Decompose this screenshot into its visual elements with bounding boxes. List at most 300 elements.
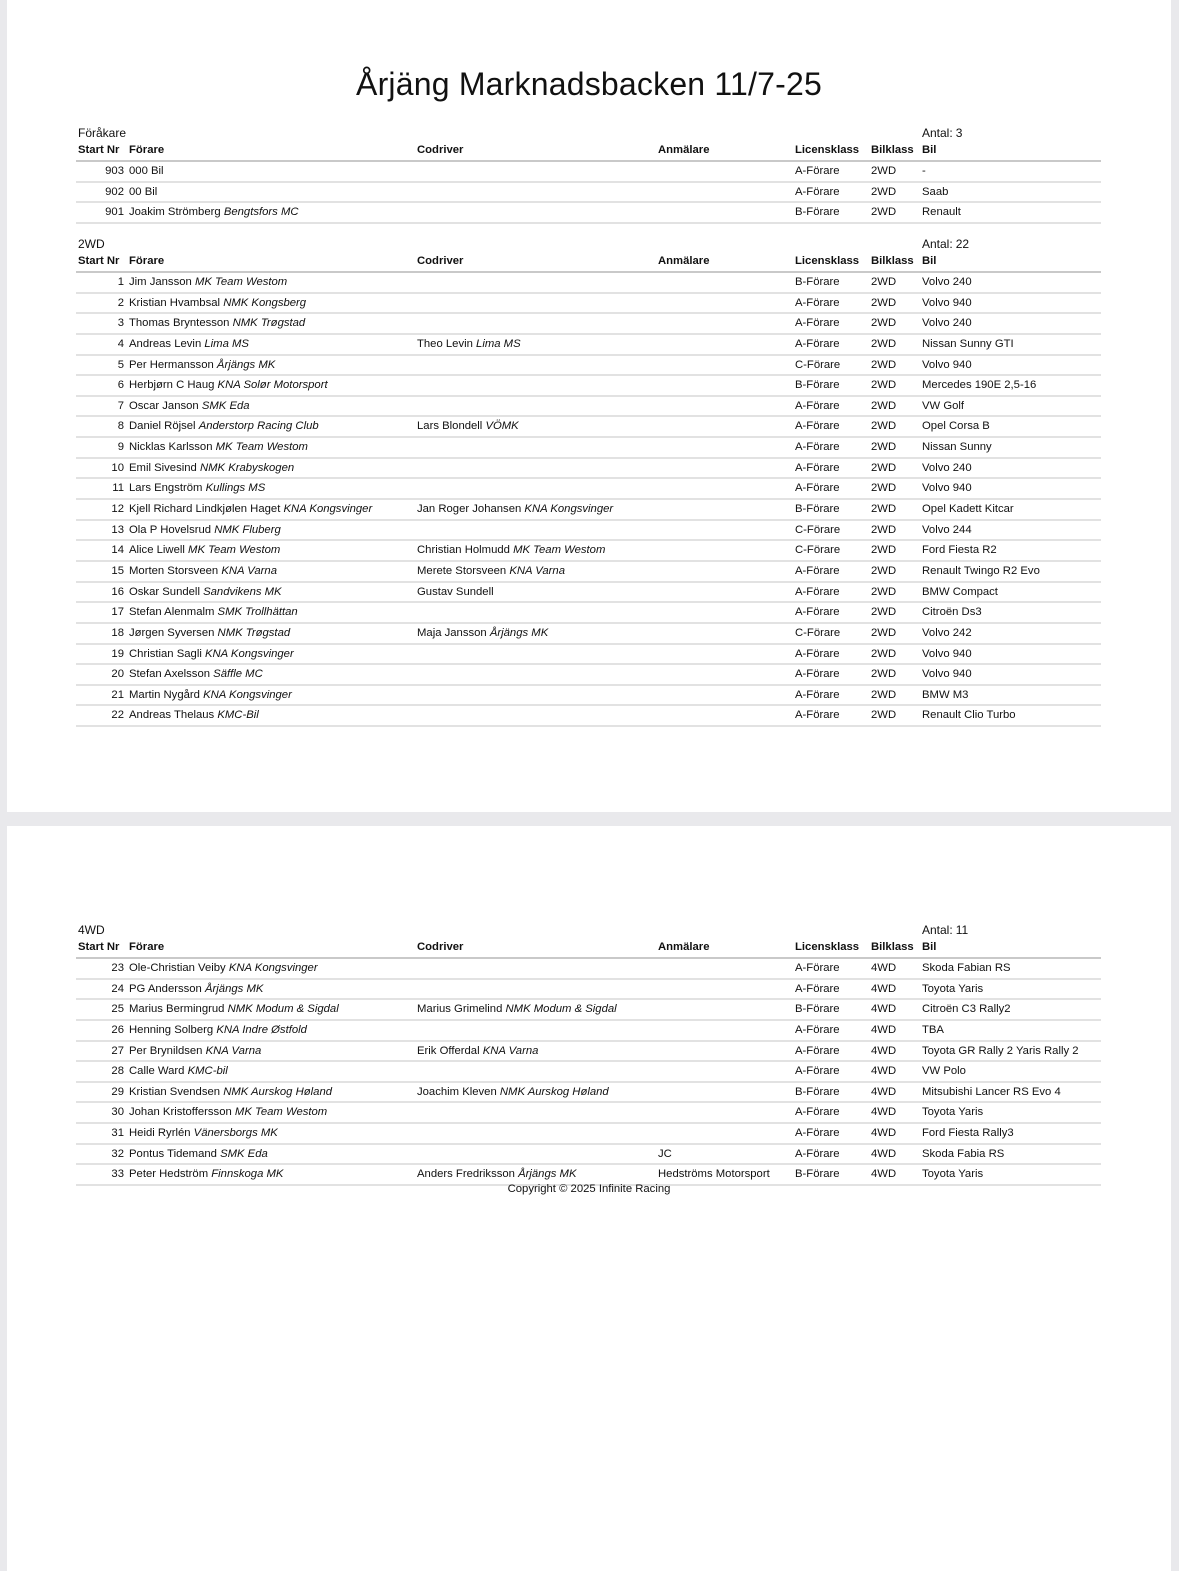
car-class: 2WD	[871, 523, 897, 536]
table-row	[76, 665, 1101, 686]
codriver-club: NMK Aurskog Høland	[499, 1085, 609, 1098]
driver-name: Kristian Hvambsal	[129, 296, 221, 309]
license-class: A-Förare	[795, 420, 840, 433]
driver-cell	[129, 565, 277, 577]
start-number: 32	[111, 1147, 124, 1160]
codriver-cell	[417, 544, 605, 556]
table-row	[76, 203, 1101, 224]
driver-club: KMC-bil	[187, 1065, 228, 1078]
table-row	[76, 1062, 1101, 1083]
license-class: B-Förare	[795, 1085, 840, 1098]
codriver-name: Theo Levin	[417, 337, 473, 350]
copyright-footer: Copyright © 2025 Infinite Racing	[507, 1183, 671, 1195]
driver-club: KNA Kongsvinger	[203, 688, 292, 701]
car-class: 2WD	[871, 337, 897, 350]
car-class: 2WD	[871, 606, 897, 619]
driver-cell	[129, 1065, 228, 1077]
driver-name: Herbjørn C Haug	[129, 379, 215, 392]
section-header	[76, 236, 1101, 254]
car-class: 2WD	[871, 276, 897, 288]
table-row	[76, 562, 1101, 583]
driver-cell	[129, 983, 263, 995]
codriver-name: Marius Grimelind	[417, 1003, 503, 1016]
driver-club: Kullings MS	[205, 482, 266, 495]
driver-club: Årjängs MK	[205, 982, 264, 995]
car-class: 4WD	[871, 1147, 897, 1160]
codriver-club: Årjängs MK	[518, 1168, 577, 1181]
driver-cell	[129, 1106, 327, 1118]
driver-cell	[129, 420, 319, 432]
car-class: 2WD	[871, 358, 897, 371]
driver-name: Stefan Axelsson	[129, 668, 211, 681]
car-class: 2WD	[871, 185, 897, 198]
document-page-2	[7, 826, 1171, 1571]
license-class: A-Förare	[795, 482, 840, 495]
car-model: Toyota Yaris	[922, 1168, 984, 1181]
driver-club: Sandvikens MK	[203, 585, 282, 598]
car-class: 2WD	[871, 668, 897, 681]
driver-name: Christian Sagli	[129, 647, 202, 660]
driver-name: Joakim Strömberg	[129, 206, 221, 219]
table-row	[76, 500, 1101, 521]
document-page-1	[7, 0, 1171, 812]
column-header-codriver: Codriver	[417, 941, 464, 953]
start-number: 16	[111, 585, 124, 598]
column-header-licensklass: Licensklass	[795, 144, 860, 156]
table-header-row	[76, 143, 1101, 162]
car-model: Volvo 940	[922, 358, 972, 371]
table-row	[76, 1083, 1101, 1104]
license-class: A-Förare	[795, 982, 840, 995]
car-class: 2WD	[871, 544, 897, 557]
driver-cell	[129, 962, 318, 974]
license-class: A-Förare	[795, 585, 840, 598]
start-number: 25	[111, 1003, 124, 1016]
column-header-anmalare: Anmälare	[658, 941, 710, 953]
codriver-name: Erik Offerdal	[417, 1044, 480, 1057]
column-header-start_nr: Start Nr	[78, 255, 120, 267]
car-class: 2WD	[871, 296, 897, 309]
car-model: VW Golf	[922, 399, 965, 412]
car-class: 2WD	[871, 461, 897, 474]
start-number: 26	[111, 1023, 124, 1036]
license-class: A-Förare	[795, 962, 840, 974]
car-class: 2WD	[871, 503, 897, 516]
driver-cell	[129, 689, 292, 701]
table-header-row	[76, 940, 1101, 959]
car-class: 2WD	[871, 482, 897, 495]
start-number: 29	[111, 1085, 124, 1098]
codriver-cell	[417, 420, 519, 432]
column-header-start_nr: Start Nr	[78, 144, 120, 156]
start-number: 20	[111, 668, 124, 681]
driver-club: KNA Solør Motorsport	[217, 379, 328, 392]
driver-name: Henning Solberg	[129, 1023, 214, 1036]
driver-cell	[129, 709, 259, 721]
driver-cell	[129, 544, 280, 556]
license-class: A-Förare	[795, 1147, 840, 1160]
codriver-name: Christian Holmudd	[417, 544, 510, 557]
codriver-name: Gustav Sundell	[417, 585, 494, 598]
driver-cell	[129, 441, 308, 453]
driver-name: Andreas Levin	[129, 337, 202, 350]
car-class: 4WD	[871, 1106, 897, 1119]
driver-name: Jørgen Syversen	[129, 626, 215, 639]
table-header-row	[76, 254, 1101, 273]
car-model: Volvo 244	[922, 523, 972, 536]
license-class: A-Förare	[795, 606, 840, 619]
table-row	[76, 397, 1101, 418]
driver-club: SMK Trollhättan	[217, 606, 298, 619]
driver-cell	[129, 165, 164, 177]
column-header-licensklass: Licensklass	[795, 941, 860, 953]
start-number: 23	[111, 962, 124, 974]
column-header-bilklass: Bilklass	[871, 255, 914, 267]
section-name: 4WD	[78, 923, 105, 937]
driver-club: Bengtsfors MC	[223, 206, 299, 219]
car-class: 2WD	[871, 688, 897, 701]
table-row	[76, 686, 1101, 707]
driver-name: PG Andersson	[129, 982, 202, 995]
codriver-cell	[417, 338, 521, 350]
driver-name: Thomas Bryntesson	[129, 317, 230, 330]
entry-count-value: 3	[955, 126, 963, 140]
entry-count	[922, 126, 962, 140]
codriver-cell	[417, 1168, 576, 1180]
entry-count-label: Antal:	[922, 237, 953, 251]
car-model: Citroën C3 Rally2	[922, 1003, 1011, 1016]
car-model: Volvo 940	[922, 647, 972, 660]
driver-name: Morten Storsveen	[129, 564, 219, 577]
car-model: Nissan Sunny	[922, 441, 992, 454]
column-header-bil: Bil	[922, 941, 937, 953]
car-model: Volvo 240	[922, 276, 972, 288]
car-class: 4WD	[871, 1044, 897, 1057]
driver-cell	[129, 1127, 278, 1139]
table-row	[76, 1000, 1101, 1021]
driver-name: Per Hermansson	[129, 358, 214, 371]
column-header-forare: Förare	[129, 144, 165, 156]
driver-name: Stefan Alenmalm	[129, 606, 215, 619]
driver-club: Säffle MC	[213, 668, 263, 681]
driver-name: 000 Bil	[129, 165, 164, 177]
license-class: B-Förare	[795, 1168, 840, 1181]
license-class: A-Förare	[795, 709, 840, 722]
driver-cell	[129, 1045, 261, 1057]
driver-name: Lars Engström	[129, 482, 203, 495]
driver-cell	[129, 1024, 307, 1036]
car-class: 2WD	[871, 420, 897, 433]
codriver-cell	[417, 627, 548, 639]
start-number: 30	[111, 1106, 124, 1119]
driver-cell	[129, 503, 372, 515]
table-row	[76, 541, 1101, 562]
table-row	[76, 183, 1101, 204]
section-2wd	[76, 236, 1101, 727]
car-model: Volvo 242	[922, 626, 972, 639]
codriver-name: Anders Fredriksson	[417, 1168, 515, 1181]
driver-club: Anderstorp Racing Club	[198, 420, 319, 433]
start-number: 901	[105, 206, 124, 219]
driver-cell	[129, 1148, 268, 1160]
table-row	[76, 959, 1101, 980]
driver-cell	[129, 1003, 339, 1015]
driver-name: Nicklas Karlsson	[129, 441, 213, 454]
table-row	[76, 417, 1101, 438]
driver-club: NMK Krabyskogen	[199, 461, 295, 474]
car-class: 4WD	[871, 1003, 897, 1016]
driver-club: KNA Kongsvinger	[204, 647, 294, 660]
codriver-club: MK Team Westom	[513, 544, 606, 557]
car-class: 2WD	[871, 626, 897, 639]
start-number: 7	[117, 399, 124, 412]
driver-club: Lima MS	[204, 337, 249, 350]
driver-name: Calle Ward	[129, 1065, 185, 1078]
column-header-codriver: Codriver	[417, 144, 464, 156]
driver-cell	[129, 668, 263, 680]
driver-club: MK Team Westom	[194, 276, 288, 288]
start-number: 9	[117, 441, 124, 454]
license-class: B-Förare	[795, 379, 840, 392]
entry-count-label: Antal:	[922, 923, 953, 937]
driver-cell	[129, 400, 250, 412]
driver-cell	[129, 276, 287, 288]
driver-cell	[129, 186, 157, 198]
table-row	[76, 706, 1101, 727]
driver-club: KMC-Bil	[217, 709, 259, 722]
car-model: Toyota Yaris	[922, 982, 984, 995]
driver-cell	[129, 648, 294, 660]
license-class: A-Förare	[795, 337, 840, 350]
column-header-bil: Bil	[922, 144, 937, 156]
car-class: 4WD	[871, 1065, 897, 1078]
driver-name: Oscar Janson	[129, 399, 199, 412]
entry-count	[922, 923, 968, 937]
entry-count-value: 11	[955, 923, 969, 937]
license-class: C-Förare	[795, 626, 841, 639]
license-class: A-Förare	[795, 296, 840, 309]
start-number: 15	[111, 564, 124, 577]
car-model: Mitsubishi Lancer RS Evo 4	[922, 1085, 1061, 1098]
license-class: C-Förare	[795, 358, 841, 371]
license-class: C-Förare	[795, 544, 841, 557]
driver-club: KNA Varna	[221, 564, 277, 577]
license-class: A-Förare	[795, 165, 840, 177]
driver-cell	[129, 524, 281, 536]
entry-count-value: 22	[955, 237, 970, 251]
entrant: JC	[658, 1147, 672, 1160]
table-row	[76, 1103, 1101, 1124]
table-row	[76, 438, 1101, 459]
table-row	[76, 980, 1101, 1001]
column-header-anmalare: Anmälare	[658, 144, 710, 156]
driver-name: 00 Bil	[129, 185, 158, 198]
start-number: 11	[112, 482, 124, 495]
driver-name: Heidi Ryrlén	[129, 1127, 191, 1140]
license-class: A-Förare	[795, 399, 840, 412]
section-foraakare	[76, 125, 1101, 224]
codriver-name: Joachim Kleven	[417, 1085, 497, 1098]
table-row	[76, 376, 1101, 397]
start-number: 4	[117, 337, 124, 350]
car-model: Renault	[922, 206, 961, 219]
car-class: 2WD	[871, 317, 897, 330]
codriver-name: Lars Blondell	[417, 420, 483, 433]
driver-club: Vänersborgs MK	[193, 1127, 278, 1140]
driver-club: KNA Varna	[205, 1044, 262, 1057]
car-class: 4WD	[871, 1168, 897, 1181]
car-class: 2WD	[871, 647, 897, 660]
car-model: Renault Clio Turbo	[922, 709, 1016, 722]
table-row	[76, 335, 1101, 356]
table-row	[76, 294, 1101, 315]
start-number: 12	[111, 503, 124, 516]
driver-name: Ole-Christian Veiby	[129, 962, 226, 974]
table-row	[76, 603, 1101, 624]
codriver-club: VÖMK	[485, 420, 519, 433]
codriver-club: Lima MS	[476, 337, 521, 350]
start-number: 18	[111, 626, 124, 639]
table-row	[76, 645, 1101, 666]
car-model: Skoda Fabia RS	[922, 1147, 1005, 1160]
driver-cell	[129, 586, 282, 598]
car-class: 4WD	[871, 1127, 897, 1140]
column-header-bil: Bil	[922, 255, 937, 267]
car-class: 4WD	[871, 982, 897, 995]
car-class: 2WD	[871, 709, 897, 722]
entry-count	[922, 237, 969, 251]
driver-name: Johan Kristoffersson	[129, 1106, 232, 1119]
driver-name: Oskar Sundell	[129, 585, 200, 598]
document-title: Årjäng Marknadsbacken 11/7-25	[356, 66, 822, 102]
driver-cell	[129, 606, 298, 618]
start-number: 5	[117, 358, 124, 371]
driver-club: SMK Eda	[220, 1147, 268, 1160]
start-number: 3	[117, 317, 124, 330]
car-class: 2WD	[871, 165, 897, 177]
driver-name: Marius Bermingrud	[129, 1003, 225, 1016]
start-number: 17	[111, 606, 124, 619]
codriver-club: KNA Varna	[509, 564, 565, 577]
table-row	[76, 1145, 1101, 1166]
license-class: A-Förare	[795, 564, 840, 577]
driver-club: KNA Indre Østfold	[216, 1023, 307, 1036]
car-model: Volvo 240	[922, 317, 972, 330]
car-model: Mercedes 190E 2,5-16	[922, 379, 1037, 392]
table-row	[76, 459, 1101, 480]
driver-name: Pontus Tidemand	[129, 1147, 217, 1160]
driver-club: SMK Eda	[201, 399, 250, 412]
start-number: 10	[111, 461, 124, 474]
column-header-forare: Förare	[129, 941, 165, 953]
car-model: Volvo 940	[922, 482, 972, 495]
start-number: 14	[111, 544, 124, 557]
car-class: 2WD	[871, 564, 897, 577]
column-header-forare: Förare	[129, 255, 165, 267]
codriver-club: KNA Varna	[482, 1044, 539, 1057]
car-model: Toyota GR Rally 2 Yaris Rally 2	[922, 1044, 1079, 1057]
start-number: 21	[111, 688, 124, 701]
car-model: Skoda Fabian RS	[922, 962, 1011, 974]
car-model: -	[922, 165, 926, 177]
start-number: 1	[117, 276, 124, 288]
driver-name: Martin Nygård	[129, 688, 200, 701]
car-model: BMW Compact	[922, 585, 998, 598]
driver-club: NMK Fluberg	[214, 523, 281, 536]
codriver-club: NMK Modum & Sigdal	[505, 1003, 617, 1016]
car-class: 4WD	[871, 962, 897, 974]
license-class: A-Förare	[795, 1044, 840, 1057]
license-class: C-Förare	[795, 523, 841, 536]
driver-cell	[129, 359, 275, 371]
driver-cell	[129, 297, 306, 309]
license-class: A-Förare	[795, 185, 840, 198]
codriver-cell	[417, 565, 565, 577]
car-class: 2WD	[871, 441, 897, 454]
car-model: Volvo 940	[922, 296, 972, 309]
car-model: VW Polo	[922, 1065, 966, 1078]
driver-name: Jim Jansson	[129, 276, 192, 288]
codriver-cell	[417, 586, 494, 598]
driver-cell	[129, 462, 294, 474]
codriver-cell	[417, 503, 613, 515]
driver-club: KNA Kongsvinger	[228, 962, 318, 974]
driver-club: Finnskoga MK	[211, 1168, 284, 1181]
driver-club: MK Team Westom	[234, 1106, 328, 1119]
license-class: A-Förare	[795, 317, 840, 330]
license-class: A-Förare	[795, 1127, 840, 1140]
driver-cell	[129, 482, 265, 494]
car-model: Citroën Ds3	[922, 606, 982, 619]
codriver-name: Maja Jansson	[417, 626, 487, 639]
start-number: 33	[111, 1168, 124, 1181]
license-class: A-Förare	[795, 668, 840, 681]
car-model: Saab	[922, 185, 949, 198]
car-model: Volvo 240	[922, 461, 972, 474]
car-model: Ford Fiesta R2	[922, 544, 997, 557]
driver-club: Årjängs MK	[216, 358, 276, 371]
license-class: A-Förare	[795, 1065, 840, 1078]
driver-club: MK Team Westom	[188, 544, 281, 557]
start-number: 19	[111, 647, 124, 660]
car-model: Renault Twingo R2 Evo	[922, 564, 1040, 577]
start-number: 27	[111, 1044, 124, 1057]
car-class: 2WD	[871, 399, 897, 412]
driver-name: Alice Liwell	[129, 544, 185, 557]
car-class: 2WD	[871, 585, 897, 598]
table-row	[76, 479, 1101, 500]
table-row	[76, 1124, 1101, 1145]
driver-club: NMK Kongsberg	[223, 296, 307, 309]
car-class: 4WD	[871, 1023, 897, 1036]
license-class: B-Förare	[795, 276, 840, 288]
column-header-licensklass: Licensklass	[795, 255, 860, 267]
table-row	[76, 624, 1101, 645]
car-class: 4WD	[871, 1085, 897, 1098]
car-model: BMW M3	[922, 688, 969, 701]
start-number: 22	[111, 709, 124, 722]
license-class: A-Förare	[795, 1023, 840, 1036]
section-name: Föråkare	[78, 126, 127, 140]
table-row	[76, 162, 1101, 183]
license-class: B-Förare	[795, 206, 840, 219]
driver-cell	[129, 379, 328, 391]
car-model: Volvo 940	[922, 668, 972, 681]
codriver-club: KNA Kongsvinger	[524, 503, 614, 516]
car-class: 2WD	[871, 379, 897, 392]
driver-name: Kristian Svendsen	[129, 1085, 221, 1098]
license-class: A-Förare	[795, 647, 840, 660]
